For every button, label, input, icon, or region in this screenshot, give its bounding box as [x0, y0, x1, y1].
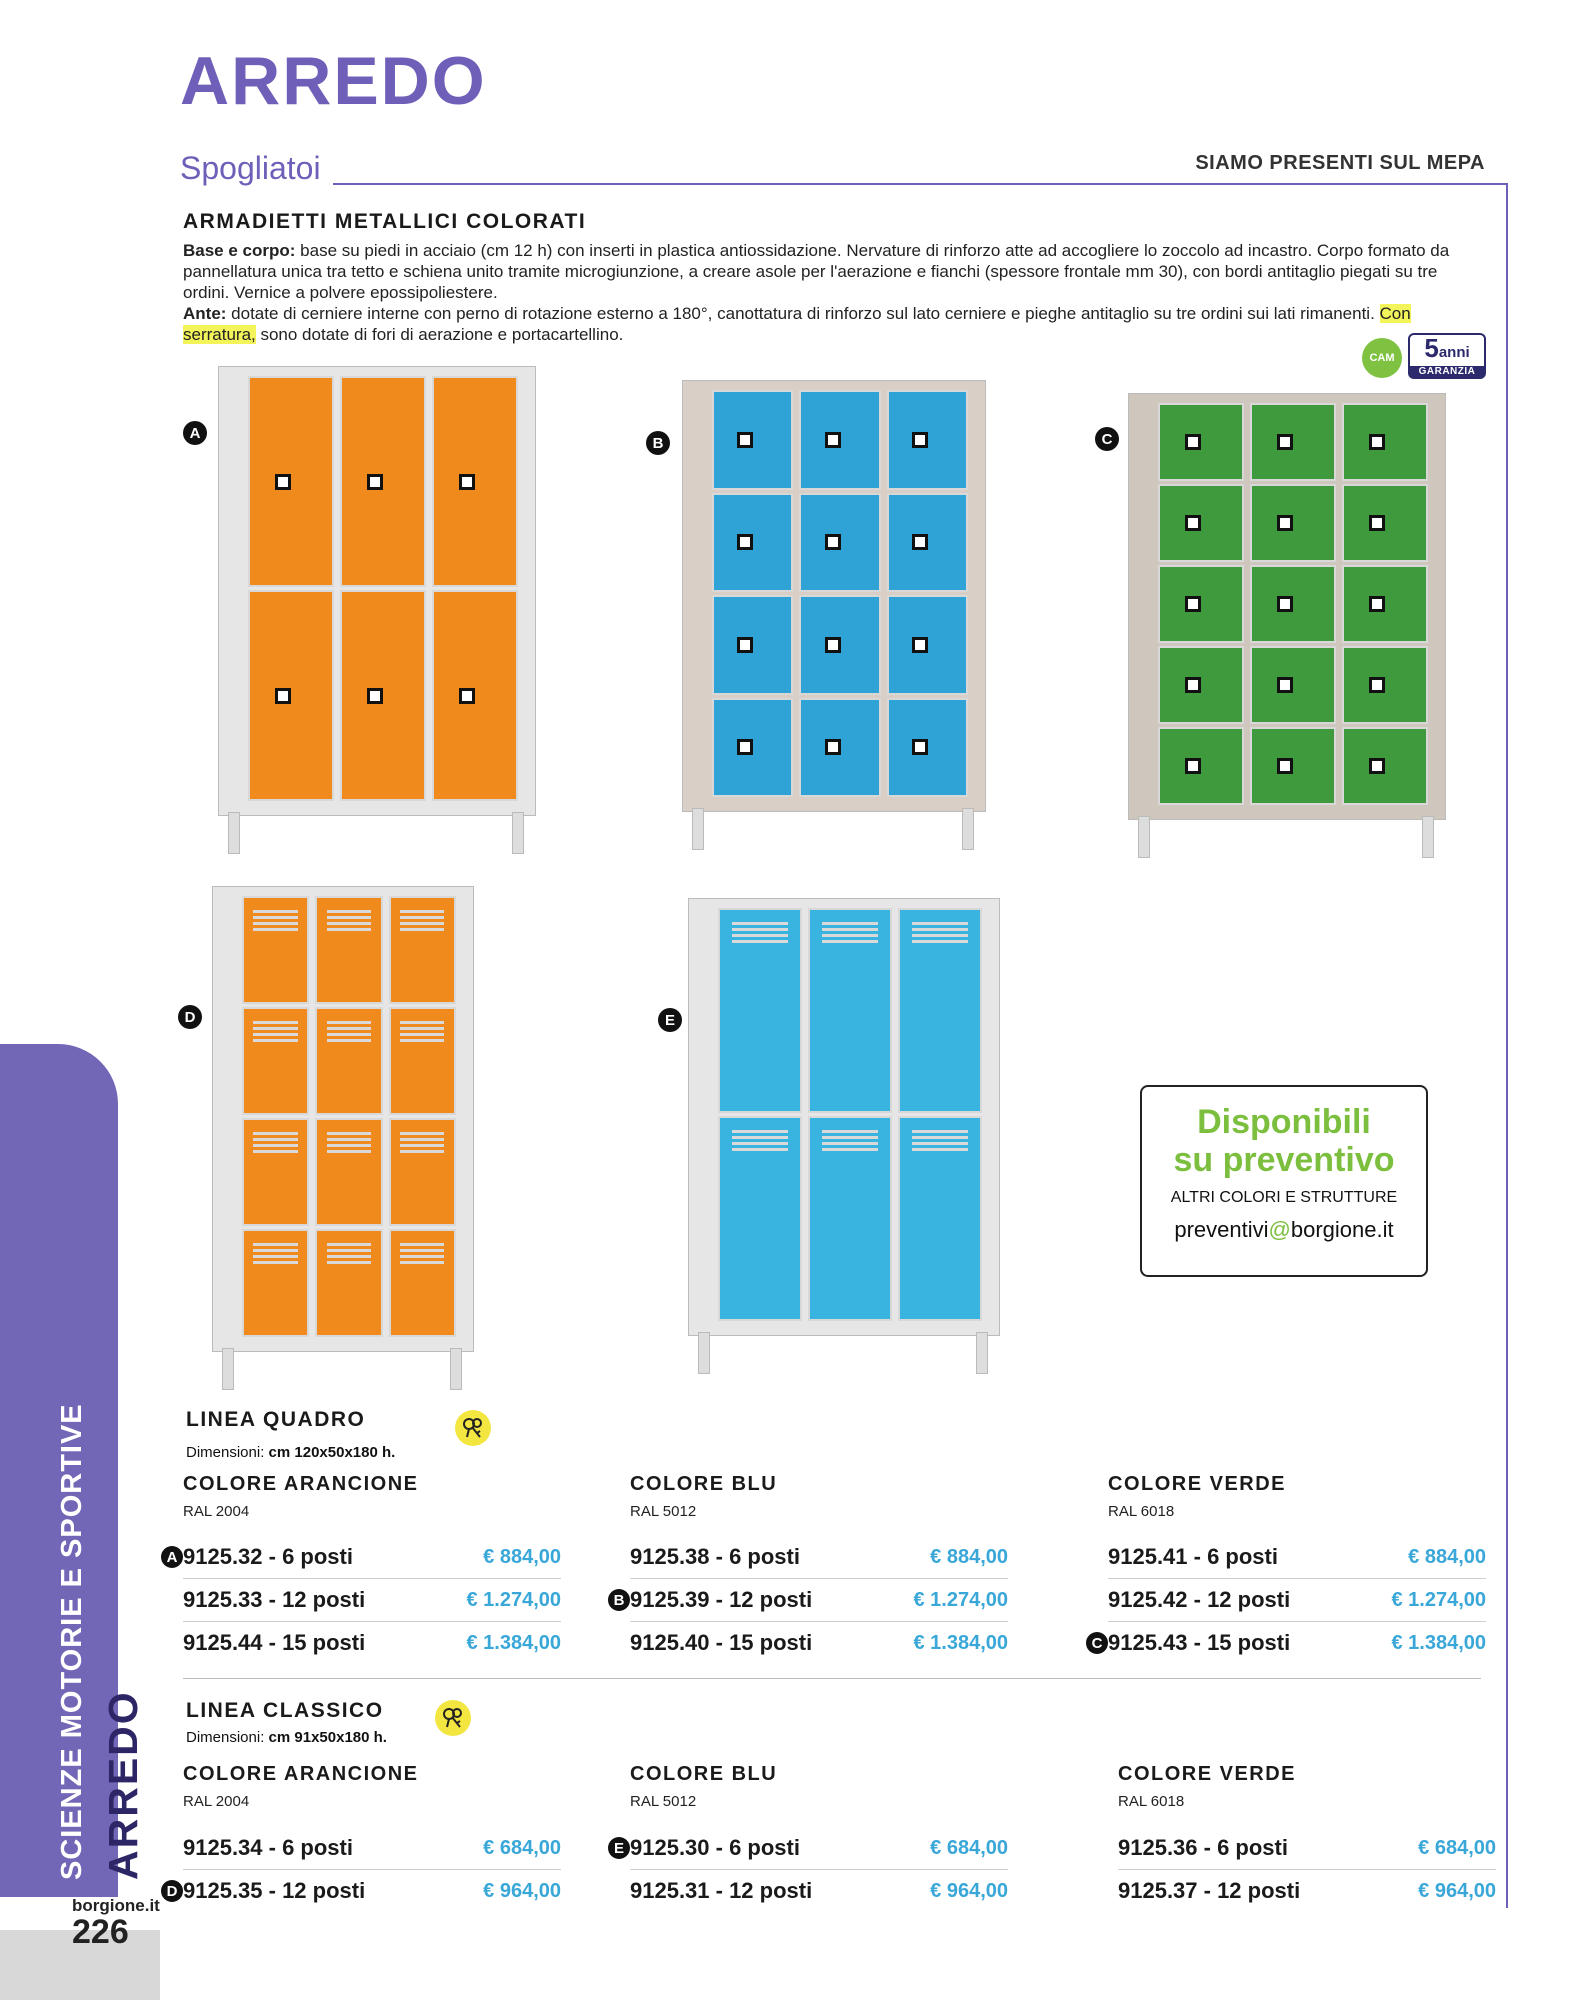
quote-email[interactable]: [1142, 1217, 1426, 1243]
vent-slots: [732, 922, 788, 944]
warranty-label: GARANZIA: [1410, 366, 1484, 377]
locker-door: [315, 1007, 382, 1115]
image-label-d: D: [178, 1005, 202, 1029]
product-price: € 1.384,00: [1391, 1632, 1486, 1654]
locker-image-b: [682, 380, 984, 850]
locker-door: [340, 590, 426, 801]
product-row: [1108, 1536, 1486, 1579]
linea-classico-title: LINEA CLASSICO: [186, 1699, 384, 1722]
email-at: @: [1268, 1217, 1291, 1242]
color-heading: COLORE ARANCIONE: [183, 1763, 419, 1785]
vent-slots: [400, 910, 444, 932]
product-price: € 1.274,00: [913, 1589, 1008, 1611]
product-row: [1118, 1827, 1496, 1870]
product-code: 9125.43 - 15 posti: [1108, 1630, 1291, 1655]
lock-icon: [459, 474, 475, 490]
locker-door: [1158, 565, 1244, 643]
ral-code: RAL 5012: [630, 1793, 697, 1810]
dim-label: Dimensioni:: [186, 1444, 265, 1461]
section-divider: [183, 1678, 1481, 1679]
vent-slots: [253, 1021, 297, 1043]
locker-door: [799, 390, 880, 490]
vent-slots: [400, 1132, 444, 1154]
lock-icon: [825, 534, 841, 550]
product-price: € 964,00: [483, 1880, 561, 1902]
product-code: 9125.35 - 12 posti: [183, 1878, 366, 1903]
row-badge: A: [161, 1546, 183, 1568]
linea-quadro-dimensions: [186, 1444, 395, 1461]
ral-code: RAL 5012: [630, 1503, 697, 1520]
lock-icon: [1369, 434, 1385, 450]
product-row: [183, 1622, 561, 1664]
product-row: [1091, 1622, 1486, 1664]
lock-icon: [737, 637, 753, 653]
locker-leg: [222, 1348, 234, 1390]
lock-icon: [1185, 515, 1201, 531]
warranty-badge: [1408, 333, 1486, 379]
base-text: base su piedi in acciaio (cm 12 h) con inserti in plastica antiossidazione. Nervature di rinforzo atte ad accogliere lo zoccolo ad incastro. Corpo formato da pannellatura unica tra tetto e schiena unito tramite microgiunzione, a creare asole per l'aerazione e fianchi (spessore frontale mm 30), con bordi antitaglio piegati su tre ordini. Vernice a polvere epossipoliestere.: [183, 241, 1450, 302]
locker-door: [887, 493, 968, 593]
quote-box: [1140, 1085, 1428, 1277]
ral-code: RAL 6018: [1108, 1503, 1175, 1520]
locker-door: [718, 1116, 802, 1321]
product-price: € 884,00: [483, 1546, 561, 1568]
row-badge: C: [1086, 1632, 1108, 1654]
linea-quadro-title: LINEA QUADRO: [186, 1408, 366, 1431]
locker-door: [1250, 565, 1336, 643]
product-price: € 964,00: [930, 1880, 1008, 1902]
locker-image-c: [1128, 393, 1444, 858]
vent-slots: [732, 1130, 788, 1152]
color-heading: COLORE BLU: [630, 1763, 778, 1785]
locker-door: [1250, 727, 1336, 805]
locker-image-a: [218, 366, 534, 854]
lock-icon: [275, 688, 291, 704]
product-row: [183, 1827, 561, 1870]
lock-icon: [1277, 758, 1293, 774]
vent-slots: [253, 910, 297, 932]
ante-text: dotate di cerniere interne con perno di rotazione esterno a 180°, canottatura di rinforzo sul lato cerniere e pieghe antitaglio su tre ordini sui lati rimanenti.: [226, 304, 1380, 323]
product-price: € 1.274,00: [1391, 1589, 1486, 1611]
lock-icon: [1185, 758, 1201, 774]
product-price: € 964,00: [1418, 1880, 1496, 1902]
locker-door: [432, 590, 518, 801]
locker-door: [389, 1118, 456, 1226]
locker-door: [887, 698, 968, 798]
product-code: 9125.33 - 12 posti: [183, 1587, 366, 1612]
product-price: € 1.384,00: [913, 1632, 1008, 1654]
lock-icon: [1277, 596, 1293, 612]
lock-icon: [912, 534, 928, 550]
product-code: 9125.44 - 15 posti: [183, 1630, 366, 1655]
image-label-c: C: [1095, 427, 1119, 451]
lock-icon: [825, 637, 841, 653]
dim-value: cm 120x50x180 h.: [268, 1444, 396, 1461]
locker-door: [898, 908, 982, 1113]
locker-door: [1250, 403, 1336, 481]
locker-door: [808, 1116, 892, 1321]
product-code: 9125.34 - 6 posti: [183, 1835, 353, 1860]
locker-leg: [450, 1348, 462, 1390]
product-code: 9125.40 - 15 posti: [630, 1630, 813, 1655]
locker-door: [315, 1229, 382, 1337]
lock-icon: [737, 432, 753, 448]
lock-icon: [1277, 515, 1293, 531]
locker-leg: [228, 812, 240, 854]
locker-door: [718, 908, 802, 1113]
key-icon: [455, 1410, 491, 1446]
color-heading: COLORE VERDE: [1108, 1473, 1287, 1495]
locker-door: [242, 1118, 309, 1226]
color-heading: COLORE VERDE: [1118, 1763, 1297, 1785]
locker-door: [887, 595, 968, 695]
lock-icon: [367, 688, 383, 704]
section-title: Spogliatoi: [180, 150, 321, 186]
ante-highlight: Con serratura,: [183, 304, 1411, 344]
locker-leg: [962, 808, 974, 850]
locker-door: [389, 1007, 456, 1115]
row-badge: B: [608, 1589, 630, 1611]
locker-door: [808, 908, 892, 1113]
site-url[interactable]: borgione.it: [72, 1896, 160, 1915]
linea-classico-dimensions: [186, 1729, 387, 1746]
lock-icon: [912, 432, 928, 448]
locker-door: [1342, 646, 1428, 724]
vent-slots: [912, 922, 968, 944]
product-description: [183, 240, 1483, 345]
locker-door: [1158, 484, 1244, 562]
product-code: 9125.32 - 6 posti: [183, 1544, 353, 1569]
locker-door: [712, 493, 793, 593]
quote-title-2: su preventivo: [1173, 1141, 1395, 1179]
lock-icon: [1185, 434, 1201, 450]
locker-door: [1342, 484, 1428, 562]
lock-icon: [1369, 596, 1385, 612]
product-row: [630, 1622, 1008, 1664]
locker-door: [799, 698, 880, 798]
product-price: € 884,00: [930, 1546, 1008, 1568]
product-price: € 1.384,00: [466, 1632, 561, 1654]
ante-end: sono dotate di fori di aerazione e portacartellino.: [255, 325, 624, 344]
key-icon: [435, 1700, 471, 1736]
locker-door: [898, 1116, 982, 1321]
lock-icon: [1277, 677, 1293, 693]
product-code: 9125.42 - 12 posti: [1108, 1587, 1291, 1612]
vent-slots: [327, 1132, 371, 1154]
page-border-rule: [1506, 183, 1508, 1908]
locker-door: [248, 590, 334, 801]
locker-door: [340, 376, 426, 587]
row-badge: E: [608, 1837, 630, 1859]
locker-leg: [1422, 816, 1434, 858]
lock-icon: [825, 739, 841, 755]
image-label-e: E: [658, 1008, 682, 1032]
dim-value: cm 91x50x180 h.: [268, 1729, 387, 1746]
locker-door: [315, 1118, 382, 1226]
product-price: € 684,00: [930, 1837, 1008, 1859]
vent-slots: [253, 1243, 297, 1265]
locker-door: [712, 698, 793, 798]
sidebar-category: SCIENZE MOTORIE E SPORTIVE: [56, 1403, 88, 1880]
ral-code: RAL 6018: [1118, 1793, 1185, 1810]
locker-image-d: [212, 886, 472, 1390]
product-price: € 1.274,00: [466, 1589, 561, 1611]
lock-icon: [1369, 677, 1385, 693]
image-label-b: B: [646, 431, 670, 455]
locker-leg: [692, 808, 704, 850]
locker-door: [389, 1229, 456, 1337]
ante-label: Ante:: [183, 304, 227, 323]
locker-door: [242, 896, 309, 1004]
image-label-a: A: [183, 421, 207, 445]
product-code: 9125.39 - 12 posti: [630, 1587, 813, 1612]
product-row: [630, 1870, 1008, 1912]
product-row: [166, 1870, 561, 1912]
locker-door: [432, 376, 518, 587]
product-row: [1118, 1870, 1496, 1912]
email-domain: borgione.it: [1290, 1217, 1394, 1242]
lock-icon: [737, 739, 753, 755]
locker-leg: [698, 1332, 710, 1374]
locker-door: [1342, 727, 1428, 805]
locker-door: [1342, 403, 1428, 481]
product-row: [183, 1579, 561, 1622]
lock-icon: [1185, 596, 1201, 612]
locker-leg: [1138, 816, 1150, 858]
product-price: € 884,00: [1408, 1546, 1486, 1568]
lock-icon: [912, 739, 928, 755]
product-price: € 684,00: [1418, 1837, 1496, 1859]
page-title: ARREDO: [180, 43, 487, 119]
locker-door: [1158, 646, 1244, 724]
vent-slots: [400, 1243, 444, 1265]
locker-leg: [976, 1332, 988, 1374]
color-heading: COLORE ARANCIONE: [183, 1473, 419, 1495]
product-price: € 684,00: [483, 1837, 561, 1859]
locker-door: [712, 390, 793, 490]
product-code: 9125.41 - 6 posti: [1108, 1544, 1278, 1569]
product-code: 9125.36 - 6 posti: [1118, 1835, 1288, 1860]
locker-door: [887, 390, 968, 490]
lock-icon: [1369, 758, 1385, 774]
lock-icon: [1369, 515, 1385, 531]
sidebar-section: ARREDO: [100, 1690, 146, 1880]
product-code: 9125.38 - 6 posti: [630, 1544, 800, 1569]
vent-slots: [253, 1132, 297, 1154]
locker-door: [248, 376, 334, 587]
locker-door: [1158, 727, 1244, 805]
locker-door: [389, 896, 456, 1004]
lock-icon: [1277, 434, 1293, 450]
locker-door: [315, 896, 382, 1004]
lock-icon: [737, 534, 753, 550]
locker-door: [1158, 403, 1244, 481]
vent-slots: [327, 910, 371, 932]
product-heading: ARMADIETTI METALLICI COLORATI: [183, 210, 587, 233]
lock-icon: [825, 432, 841, 448]
locker-door: [1250, 646, 1336, 724]
ral-code: RAL 2004: [183, 1793, 250, 1810]
lock-icon: [912, 637, 928, 653]
locker-door: [242, 1007, 309, 1115]
warranty-num: 5: [1424, 333, 1439, 363]
lock-icon: [275, 474, 291, 490]
locker-image-e: [688, 898, 998, 1374]
warranty-unit: anni: [1438, 344, 1470, 361]
product-row: [613, 1827, 1008, 1870]
product-row: [166, 1536, 561, 1579]
locker-door: [242, 1229, 309, 1337]
page-number: 226: [72, 1913, 129, 1951]
section-rule: [333, 183, 1508, 185]
product-code: 9125.30 - 6 posti: [630, 1835, 800, 1860]
vent-slots: [822, 1130, 878, 1152]
dim-label: Dimensioni:: [186, 1729, 265, 1746]
vent-slots: [327, 1021, 371, 1043]
locker-door: [712, 595, 793, 695]
product-row: [613, 1579, 1008, 1622]
color-heading: COLORE BLU: [630, 1473, 778, 1495]
locker-door: [1250, 484, 1336, 562]
lock-icon: [459, 688, 475, 704]
product-row: [1108, 1579, 1486, 1622]
cam-badge: CAM: [1362, 338, 1402, 378]
locker-door: [1342, 565, 1428, 643]
row-badge: D: [161, 1880, 183, 1902]
locker-door: [799, 493, 880, 593]
vent-slots: [822, 922, 878, 944]
quote-title-1: Disponibili: [1197, 1103, 1371, 1141]
email-user: preventivi: [1174, 1217, 1269, 1242]
base-label: Base e corpo:: [183, 241, 296, 260]
vent-slots: [327, 1243, 371, 1265]
lock-icon: [1185, 677, 1201, 693]
vent-slots: [912, 1130, 968, 1152]
locker-leg: [512, 812, 524, 854]
locker-door: [799, 595, 880, 695]
quote-sub: ALTRI COLORI E STRUTTURE: [1170, 1189, 1398, 1206]
ral-code: RAL 2004: [183, 1503, 250, 1520]
mepa-note: SIAMO PRESENTI SUL MEPA: [1195, 152, 1485, 174]
vent-slots: [400, 1021, 444, 1043]
product-code: 9125.37 - 12 posti: [1118, 1878, 1301, 1903]
lock-icon: [367, 474, 383, 490]
product-code: 9125.31 - 12 posti: [630, 1878, 813, 1903]
product-row: [630, 1536, 1008, 1579]
